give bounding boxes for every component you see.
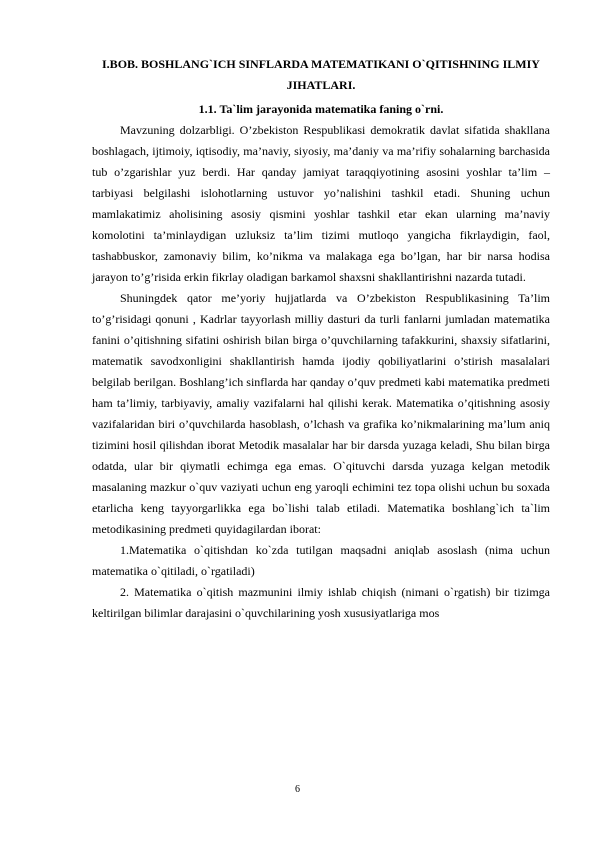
paragraph-list-item-2: 2. Matematika o`qitish mazmunini ilmiy ishlab chiqish (nimani o`rgatish) bir tizimga keltirilgan bilimlar darajasini o`quvchilarining yosh xususiyatlariga mos [92, 585, 550, 620]
chapter-title: I.BOB. BOSHLANG`ICH SINFLARDA MATEMATIKANI O`QITISHNING ILMIY JIHATLARI. [102, 57, 540, 92]
paragraph-list-item-1: 1.Matematika o`qitishdan ko`zda tutilgan maqsadni aniqlab asoslash (nima uchun matematika o`qitiladi, o`rgatiladi) [92, 543, 550, 578]
paragraph-normative-documents: Shuningdek qator me’yoriy hujjatlarda va O’zbekiston Respublikasining Ta’lim to’g’risidagi qonuni , Kadrlar tayyorlash milliy dasturi da turli fanlarni jumladan matematika fanini o’qitishning sifatini oshirish bilan birga o’quvchilarning tafakkurini, shaxsiy sifatlarini, matematik savodxonligini shakllantirish hamda ijodiy qobiliyatlarini o’stirish masalalari belgilab berilgan. Boshlang’ich sinflarda har qanday o’quv predmeti kabi matematika predmeti ham ta’limiy, tarbiyaviy, amaliy vazifalarni hal qilishi kerak. Matematika o’qitishning asosiy vazifalaridan biri o’quvchilarda hasoblash, o’lchash va grafika ko’nikmalarining ma’lum aniq tizimini hosil qilishdan iborat Metodik masalalar har bir darsda yuzaga keladi, Shu bilan birga odatda, ular bir qiymatli echimga ega emas. O`qituvchi darsda yuzaga kelgan metodik masalaning mazkur o`quv vaziyati uchun eng yaroqli echimini tez topa olishi uchun bu soxada etarlicha keng tayyorgarlikka ega bo`lishi talab etiladi. Matematika boshlang`ich ta`lim metodikasining predmeti quyidagilardan iborat: [92, 291, 550, 536]
document-page [92, 54, 550, 624]
section-title: 1.1. Ta`lim jarayonida matematika faning o`rni. [198, 102, 444, 116]
paragraph-relevance: Mavzuning dolzarbligi. O’zbekiston Respublikasi demokratik davlat sifatida shakllana boshlagach, ijtimoiy, iqtisodiy, ma’naviy, siyosiy, ma’daniy va ma’rifiy sohalarning barchasida tub o’zgarishlar yuz berdi. Har qanday jamiyat taraqqiyotining asosini yoshlar ta’lim – tarbiyasi belgilashi islohotlarning ustuvor yo’nalishini tashkil etadi. Shuning uchun mamlakatimiz aholisining asosiy qismini yoshlar tashkil etar ekan ularning ma’naviy komolotini ta’minlaydigan uzluksiz ta’lim tizimi mutloqo yangicha fikrlaydigin, faol, tashabbuskor, zamonaviy bilim, ko’nikma va malakaga ega bo’lgan, har bir narsa hodisa jarayon to’g’risida erkin fikrlay oladigan barkamol shaxsni shakllantirishni nazarda tutadi. [92, 123, 550, 284]
page-number: 6 [295, 784, 300, 795]
